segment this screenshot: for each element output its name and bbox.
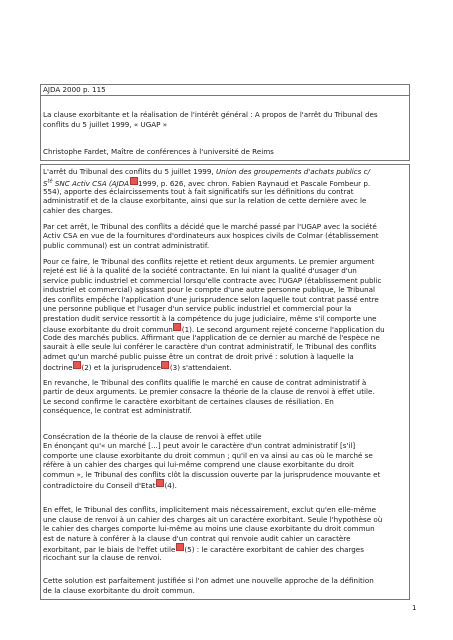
p6-line: En effet, le Tribunal des conflits, implicitement mais nécessairement, exclut qu'en elle-même bbox=[43, 505, 377, 514]
article-title-line-2: conflits du 5 juillet 1999, « UGAP » bbox=[43, 120, 168, 129]
footnote-link-icon[interactable] bbox=[73, 361, 81, 369]
footnote-link-icon[interactable] bbox=[173, 323, 181, 331]
p3-line: service public industriel et commercial lorsqu'elle contracte avec l'UGAP (établissement public bbox=[43, 276, 382, 285]
p5-line: comporte une clause exorbitante du droit commun ; qu'il en va ainsi au cas où le marché se bbox=[43, 451, 373, 460]
p3-line: rejeté est lié à la qualité de la société contractante. En lui niant la qualité d'usager d'un bbox=[43, 266, 357, 275]
p4-line: En revanche, le Tribunal des conflits qualifie le marché en cause de contrat administratif à bbox=[43, 378, 367, 387]
author-line: Christophe Fardet, Maître de conférences à l'université de Reims bbox=[43, 147, 274, 156]
page-number: 1 bbox=[412, 604, 417, 612]
p5-line: contradictoire du Conseil d'Etat (4). bbox=[43, 481, 177, 490]
p1-line: $S^{té}$ SNC Activ CSA (AJDA 1999, p. 626, avec chron. Fabien Raynaud et Pascale Fombeur p. bbox=[43, 178, 371, 188]
citation: AJDA 2000 p. 115 bbox=[43, 85, 106, 94]
p6-line: le cahier des charges comporte lui-même au moins une clause exorbitante du droit commun bbox=[43, 524, 375, 533]
article-title-line-1: La clause exorbitante et la réalisation de l'intérêt général : A propos de l'arrêt du Tribunal des bbox=[43, 110, 378, 119]
p6-line: est de nature à conférer à la clause d'un contrat qui renvoie audit cahier un caractère bbox=[43, 534, 351, 543]
footnote-link-icon[interactable] bbox=[156, 479, 164, 487]
p3-line: clause exorbitante du droit commun (1). Le second argument rejeté concerne l'application du bbox=[43, 325, 385, 334]
p3-line: des conflits empêche l'application d'une jurisprudence selon laquelle tout contrat passé entre bbox=[43, 295, 379, 304]
p3-line: une personne publique et l'usager d'un service public industriel et commercial pour la bbox=[43, 304, 352, 313]
section-heading: Consécration de la théorie de la clause de renvoi à effet utile bbox=[43, 432, 262, 441]
footnote-link-icon[interactable] bbox=[161, 361, 169, 369]
p2-line: Par cet arrêt, le Tribunal des conflits a décidé que le marché passé par l'UGAP avec la société bbox=[43, 222, 377, 231]
header-divider bbox=[40, 95, 410, 96]
p4-line: Le second confirme le caractère exorbitant de certaines clauses de résiliation. En bbox=[43, 397, 334, 406]
p5-line: En énonçant qu'« un marché [...] peut avoir le caractère d'un contrat administratif [s'il] bbox=[43, 441, 356, 450]
p6-line: ricochant sur la clause de renvoi. bbox=[43, 553, 162, 562]
p1-line: cahier des charges. bbox=[43, 206, 113, 215]
p5-line: commun », le Tribunal des conflits clôt la discussion ouverte par la jurisprudence mouvante et bbox=[43, 470, 381, 479]
p1-line: administratif et de la clause exorbitante, ainsi que sur la relation de cette dernière avec le bbox=[43, 196, 367, 205]
document-page bbox=[40, 0, 410, 640]
p3-line: saurait à elle seule lui conférer le caractère d'un contrat administratif, le Tribunal des conflits bbox=[43, 342, 377, 351]
footnote-link-icon[interactable] bbox=[130, 177, 138, 185]
p3-line: prestation dudit service ressortit à la compétence du juge judiciaire, même s'il comporte une bbox=[43, 314, 377, 323]
p5-line: réfère à un cahier des charges qui lui-même comprend une clause exorbitante du droit bbox=[43, 460, 354, 469]
p3-line: Code des marchés publics. Affirmant que l'application de ce dernier au marché de l'espèce ne bbox=[43, 333, 380, 342]
p3-line: industriel et commercial) agissant pour le compte d'une autre personne publique, le Tribunal bbox=[43, 285, 376, 294]
p1-line: L'arrêt du Tribunal des conflits du 5 juillet 1999, Union des groupements d'achats publics c/ bbox=[43, 167, 371, 176]
p6-line: exorbitant, par le biais de l'effet utile (5) : le caractère exorbitant de cahier des charges bbox=[43, 545, 364, 554]
p2-line: Activ CSA en vue de la fournitures d'ordinateurs aux hospices civils de Colmar (établissement bbox=[43, 231, 379, 240]
p1-line: 554), apporte des éclaircissements tout à fait significatifs sur les définitions du contrat bbox=[43, 187, 354, 196]
p3-line: doctrine (2) et la jurisprudence (3) s'attendaient. bbox=[43, 363, 232, 372]
footnote-link-icon[interactable] bbox=[176, 543, 184, 551]
p3-line: admet qu'un marché public puisse être un contrat de droit privé : solution à laquelle la bbox=[43, 352, 354, 361]
p4-line: conséquence, le contrat est administratif. bbox=[43, 406, 192, 415]
p6-line: une clause de renvoi à un cahier des charges ait un caractère exorbitant. Seule l'hypothèse où bbox=[43, 515, 383, 524]
p7-line: de la clause exorbitante du droit commun. bbox=[43, 586, 195, 595]
p4-line: partir de deux arguments. Le premier consacre la théorie de la clause de renvoi à effet utile. bbox=[43, 387, 375, 396]
p7-line: Cette solution est parfaitement justifiée si l'on admet une nouvelle approche de la définition bbox=[43, 576, 374, 585]
p2-line: public communal) est un contrat administratif. bbox=[43, 241, 210, 250]
p3-line: Pour ce faire, le Tribunal des conflits rejette et retient deux arguments. Le premier argument bbox=[43, 257, 375, 266]
